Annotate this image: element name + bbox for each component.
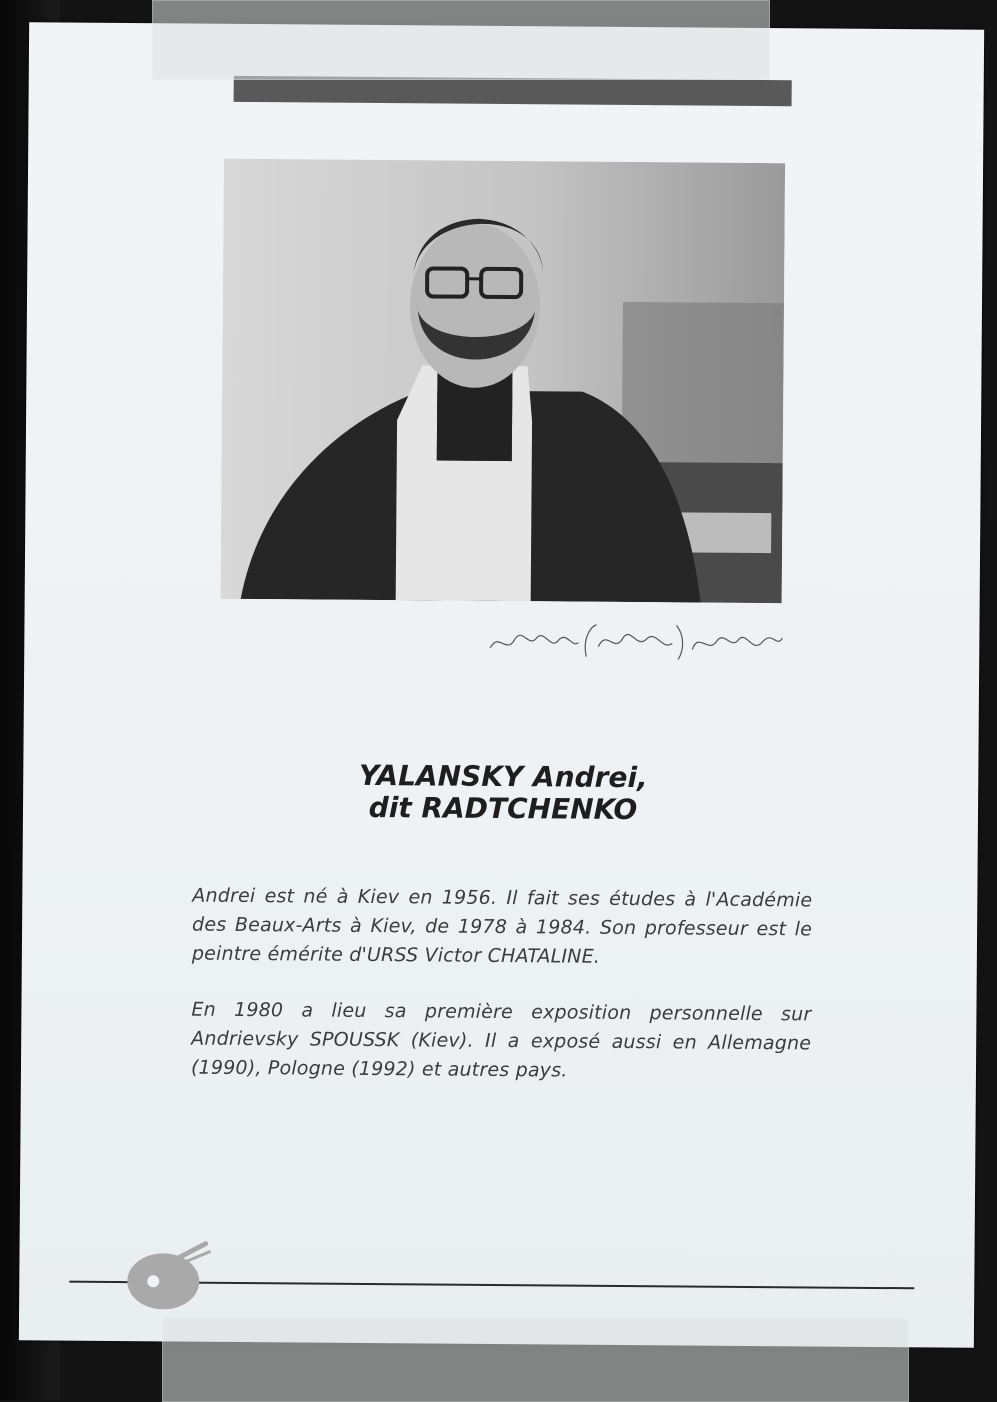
bio-paragraph-1: Andrei est né à Kiev en 1956. Il fait ses études à l'Académie des Beaux-Arts à Kiev, de 1978 à 1984. Son professeur est le peintre émérite d'URSS Victor CHATALINE. (192, 882, 813, 974)
title-line-2: dit RADTCHENKO (193, 791, 813, 828)
signature-scribble (486, 618, 786, 666)
handwritten-signature (486, 618, 786, 666)
tape-strip-top (152, 0, 770, 80)
biography-text (191, 882, 813, 1115)
title-line-1: YALANSKY Andrei, (193, 759, 813, 796)
bio-paragraph-2: En 1980 a lieu sa première exposition personnelle sur Andrievsky SPOUSSK (Kiev). Il a exposé aussi en Allemagne (1990), Pologne (1992) et autres pays. (191, 996, 812, 1088)
artist-portrait-photo (221, 159, 785, 603)
artist-name-heading (193, 759, 813, 828)
document-sheet (19, 22, 984, 1347)
portrait-illustration (221, 159, 785, 603)
palette-icon (123, 1237, 214, 1310)
palette-logo (123, 1237, 214, 1310)
tape-strip-bottom (162, 1318, 909, 1402)
header-bar (234, 76, 792, 106)
